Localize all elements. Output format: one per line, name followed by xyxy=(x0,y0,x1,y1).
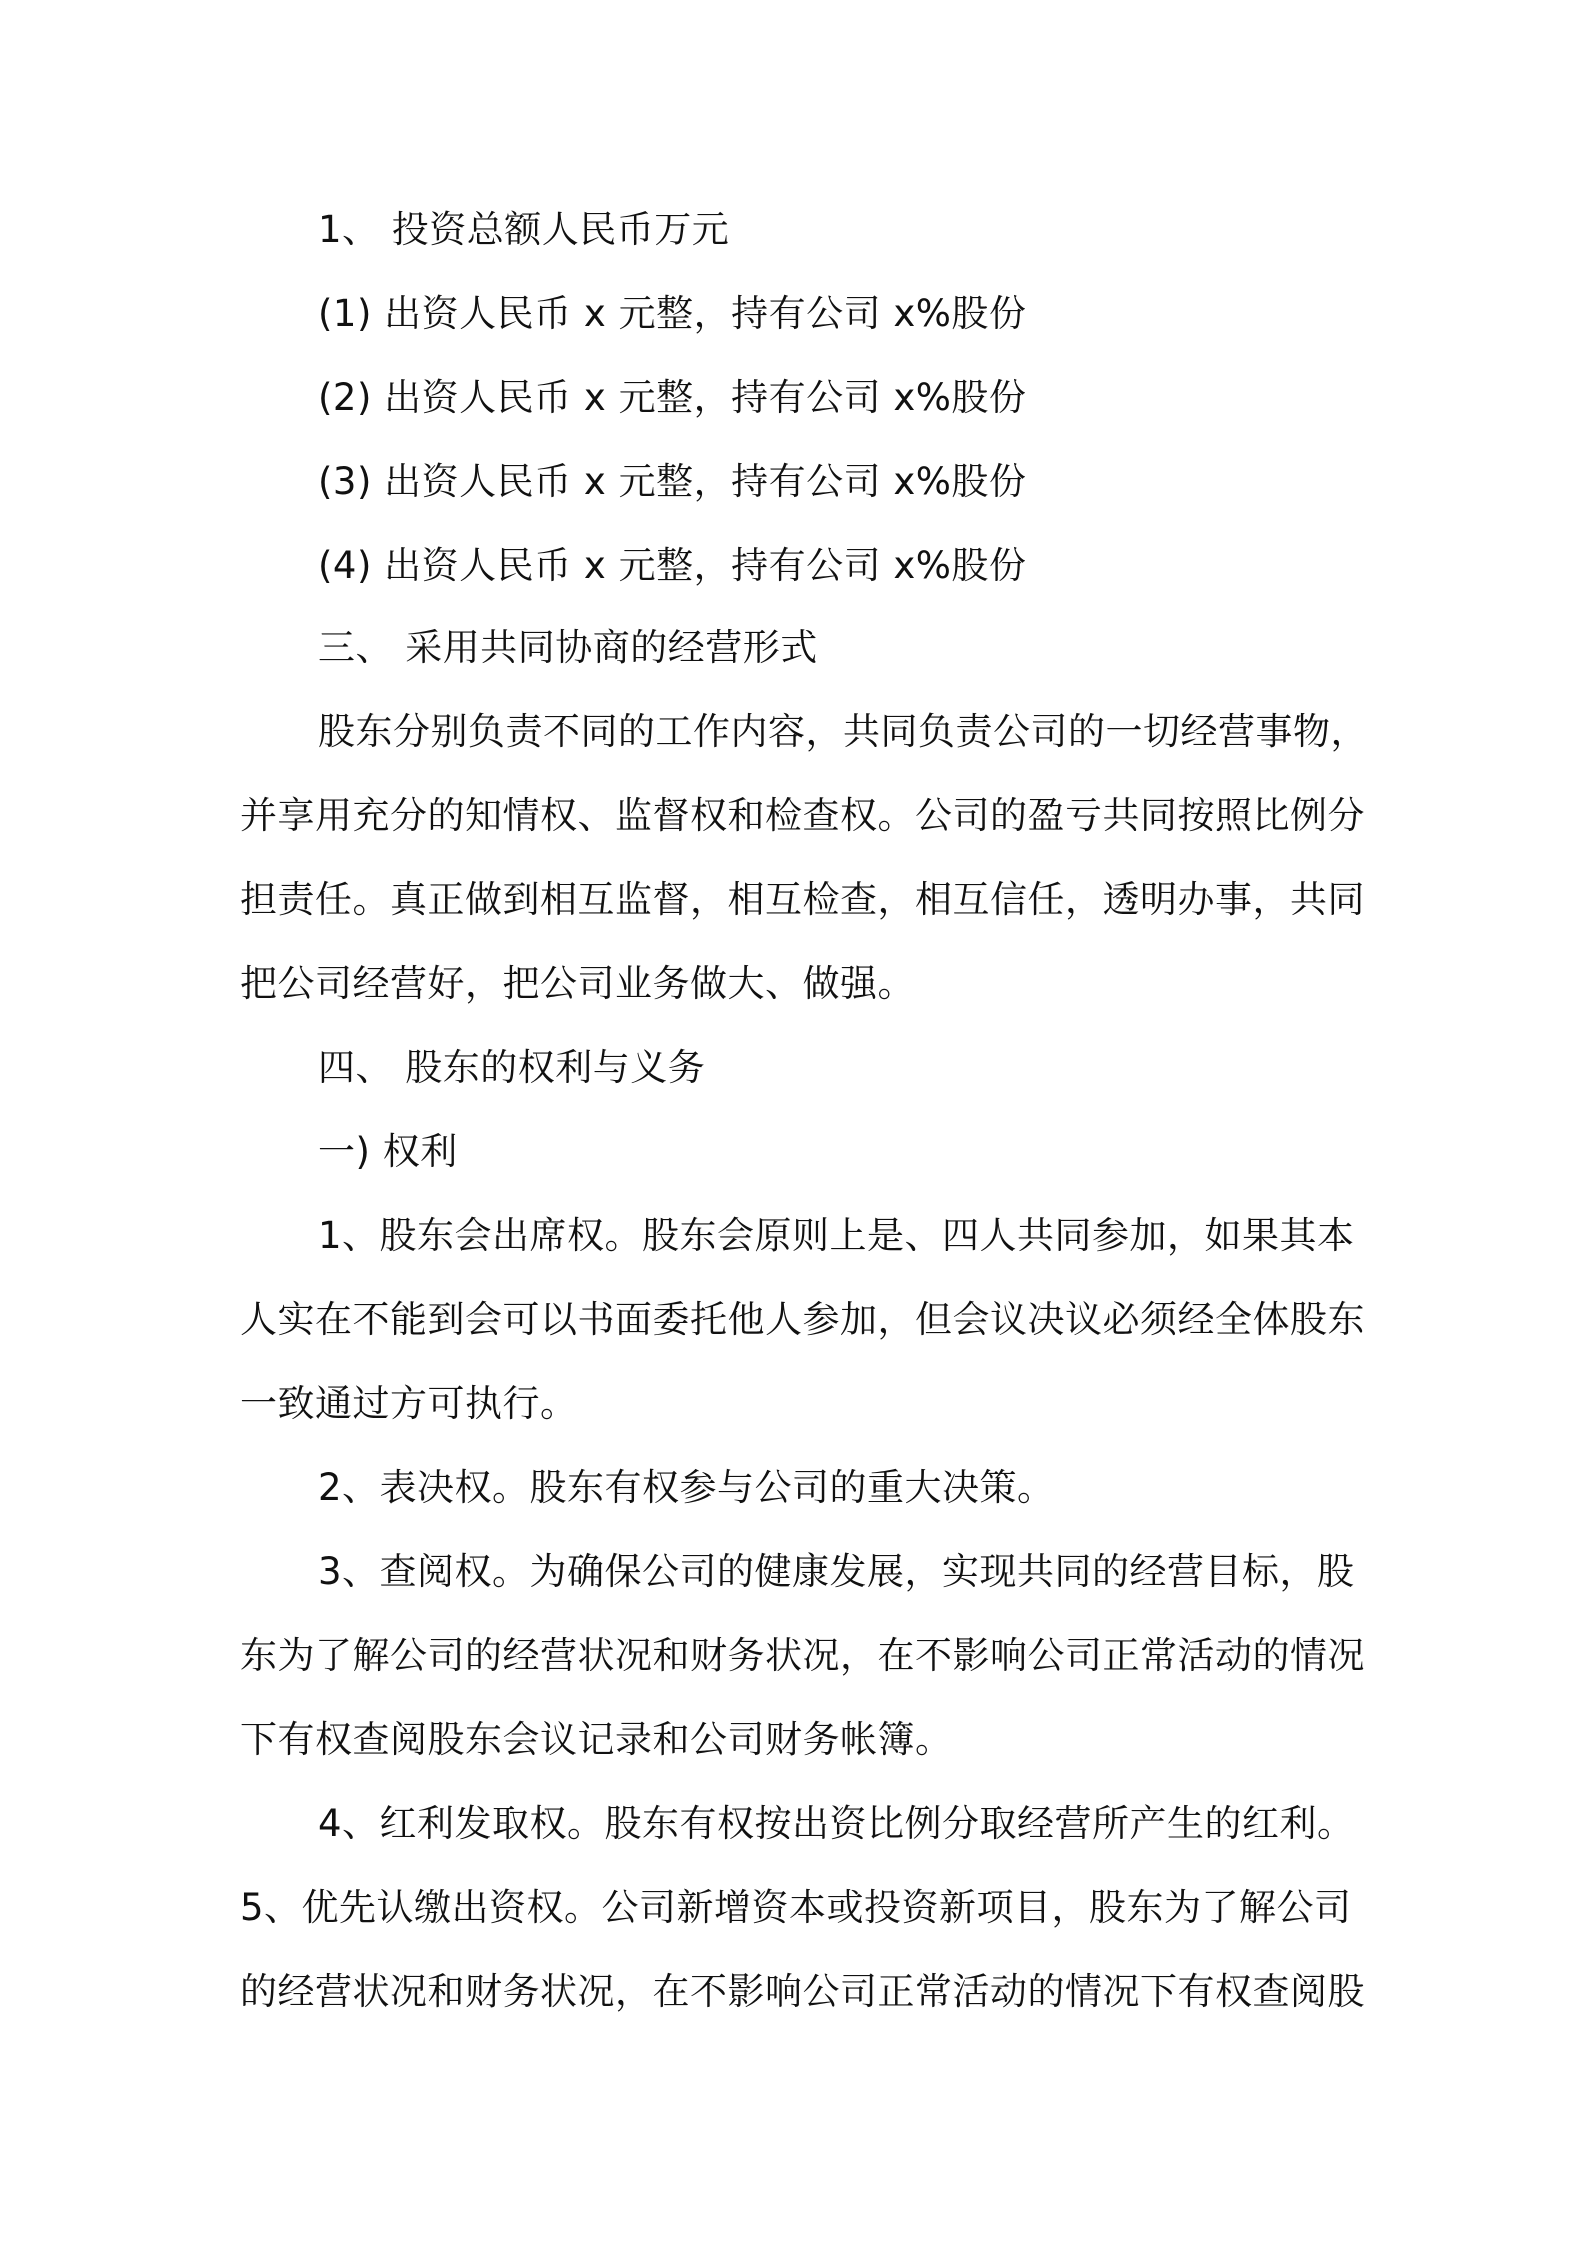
contribution-item-2: (2) 出资人民币 x 元整，持有公司 x%股份 xyxy=(318,376,1027,419)
paragraph-line: 东为了解公司的经营状况和财务状况，在不影响公司正常活动的情况 xyxy=(240,1634,1365,1677)
contribution-item-3: (3) 出资人民币 x 元整，持有公司 x%股份 xyxy=(318,460,1027,503)
subsection-heading-rights: 一) 权利 xyxy=(318,1130,458,1173)
paragraph-line: 一致通过方可执行。 xyxy=(240,1382,578,1425)
paragraph-line: 并享用充分的知情权、监督权和检查权。公司的盈亏共同按照比例分 xyxy=(240,794,1365,837)
paragraph-line: 担责任。真正做到相互监督，相互检查，相互信任，透明办事，共同 xyxy=(240,878,1365,921)
section-heading-4: 四、 股东的权利与义务 xyxy=(318,1046,706,1089)
paragraph-line: 3、查阅权。为确保公司的健康发展，实现共同的经营目标，股 xyxy=(318,1550,1355,1593)
section-item-1-total-investment: 1、 投资总额人民币万元 xyxy=(318,208,730,251)
paragraph-line: 的经营状况和财务状况，在不影响公司正常活动的情况下有权查阅股 xyxy=(240,1970,1365,2013)
section-heading-3: 三、 采用共同协商的经营形式 xyxy=(318,626,818,669)
contribution-item-1: (1) 出资人民币 x 元整，持有公司 x%股份 xyxy=(318,292,1027,335)
paragraph-line: 5、优先认缴出资权。公司新增资本或投资新项目，股东为了解公司 xyxy=(240,1886,1352,1929)
paragraph-line: 下有权查阅股东会议记录和公司财务帐簿。 xyxy=(240,1718,953,1761)
contribution-item-4: (4) 出资人民币 x 元整，持有公司 x%股份 xyxy=(318,544,1027,587)
paragraph-line: 1、股东会出席权。股东会原则上是、四人共同参加，如果其本 xyxy=(318,1214,1355,1257)
paragraph-line: 2、表决权。股东有权参与公司的重大决策。 xyxy=(318,1466,1055,1509)
paragraph-line: 4、红利发取权。股东有权按出资比例分取经营所产生的红利。 xyxy=(318,1802,1355,1845)
paragraph-line: 人实在不能到会可以书面委托他人参加，但会议决议必须经全体股东 xyxy=(240,1298,1365,1341)
paragraph-line: 股东分别负责不同的工作内容，共同负责公司的一切经营事物， xyxy=(318,710,1368,753)
paragraph-line: 把公司经营好，把公司业务做大、做强。 xyxy=(240,962,915,1005)
